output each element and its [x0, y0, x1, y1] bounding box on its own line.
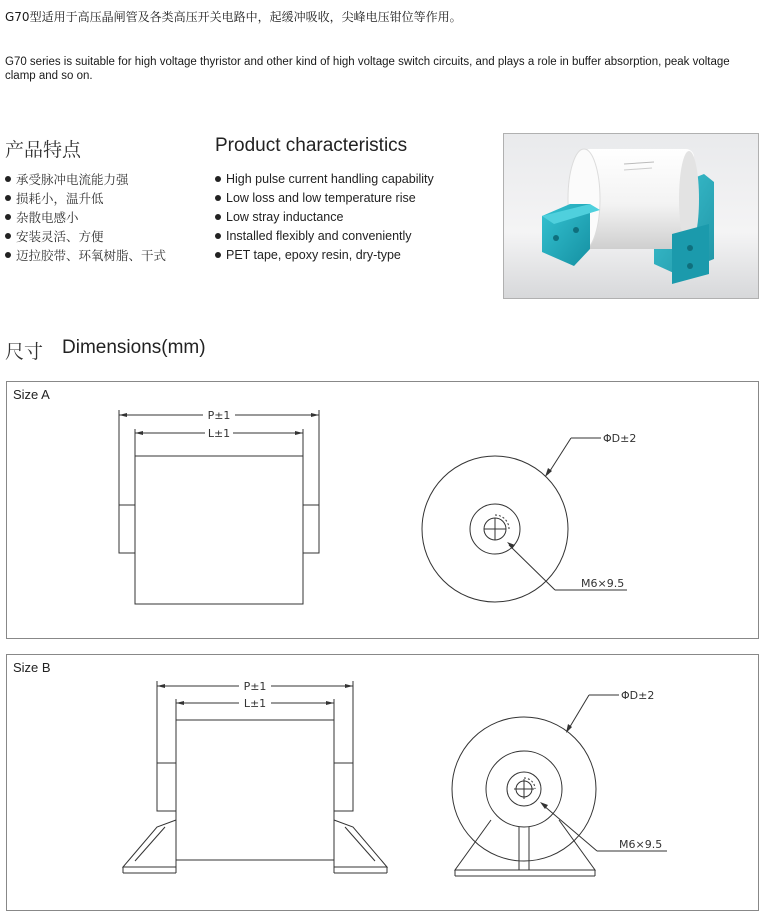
size-b-drawing [7, 655, 758, 910]
list-item: Low loss and low temperature rise [215, 188, 434, 207]
features-list-en [215, 169, 434, 264]
list-item: Low stray inductance [215, 207, 434, 226]
size-b-d-label: ΦD±2 [621, 689, 655, 702]
bullet-icon [215, 195, 221, 201]
size-b-l-label: L±1 [243, 697, 267, 710]
size-b-m-label: M6×9.5 [619, 838, 663, 851]
bullet-icon [5, 252, 11, 258]
bullet-icon [5, 233, 11, 239]
list-item: PET tape, epoxy resin, dry-type [215, 245, 434, 264]
size-a-panel [6, 381, 759, 639]
list-item: 迈拉胶带、环氧树脂、干式 [5, 245, 166, 264]
size-b-p-label: P±1 [243, 680, 267, 693]
bullet-icon [215, 252, 221, 258]
list-item: Installed flexibly and conveniently [215, 226, 434, 245]
features-heading-en: Product characteristics [215, 135, 408, 156]
size-a-label: Size A [13, 387, 50, 402]
features-heading-cn: 产品特点 [5, 139, 82, 161]
product-photo [503, 133, 759, 299]
features-list-cn [5, 169, 166, 264]
list-item: 损耗小，温升低 [5, 188, 166, 207]
bullet-icon [215, 214, 221, 220]
size-a-l-label: L±1 [207, 427, 231, 440]
list-item: 安装灵活、方便 [5, 226, 166, 245]
list-item: 承受脉冲电流能力强 [5, 169, 166, 188]
capacitor-illustration [504, 134, 758, 298]
dimensions-heading-en: Dimensions(mm) [62, 337, 206, 358]
list-item: 杂散电感小 [5, 207, 166, 226]
size-a-drawing [7, 382, 758, 638]
size-b-label: Size B [13, 660, 51, 675]
bullet-icon [5, 214, 11, 220]
size-a-p-label: P±1 [207, 409, 231, 422]
size-b-panel [6, 654, 759, 911]
size-a-d-label: ΦD±2 [603, 432, 637, 445]
size-a-m-label: M6×9.5 [581, 577, 625, 590]
bullet-icon [5, 195, 11, 201]
intro-chinese: G70型适用于高压晶闸管及各类高压开关电路中，起缓冲吸收，尖峰电压钳位等作用。 [5, 10, 462, 24]
intro-english: G70 series is suitable for high voltage thyristor and other kind of high voltage switch circuits, and plays a role in buffer absorption, peak voltage clamp and so on. [5, 56, 730, 82]
bullet-icon [5, 176, 11, 182]
dimensions-heading-cn: 尺寸 [5, 341, 44, 363]
list-item: High pulse current handling capability [215, 169, 434, 188]
bullet-icon [215, 176, 221, 182]
bullet-icon [215, 233, 221, 239]
